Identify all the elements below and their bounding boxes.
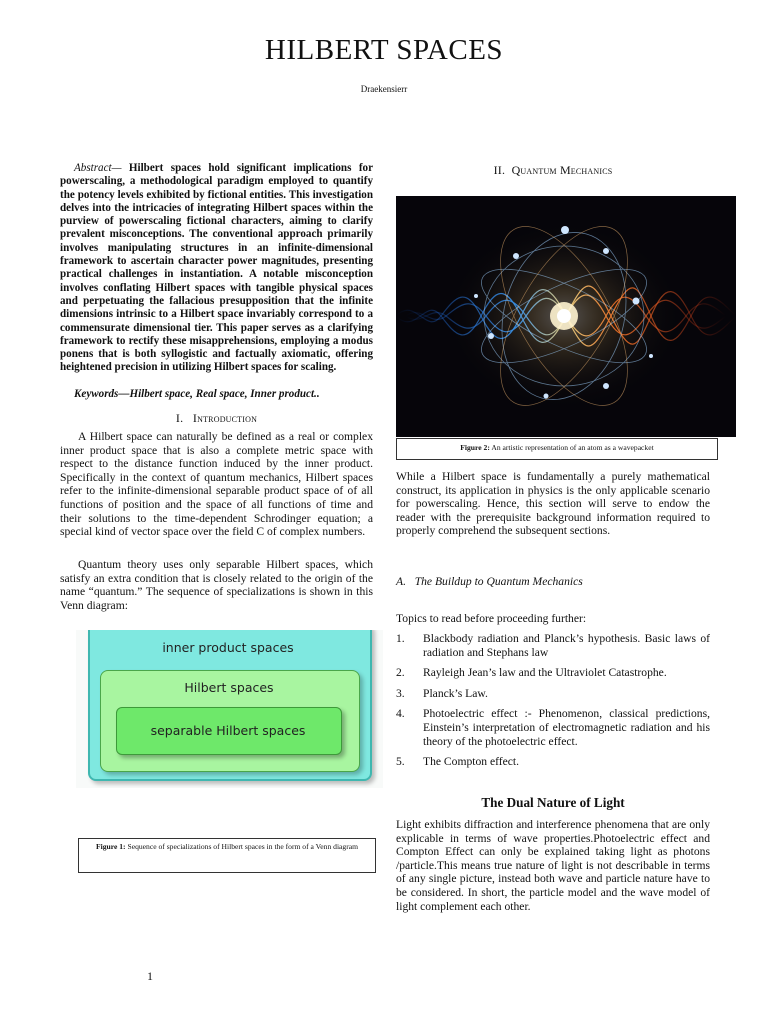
- topics-list: [396, 632, 710, 776]
- atom-wavepacket-image: [396, 196, 736, 437]
- list-item: 3. Planck’s Law.: [396, 686, 488, 700]
- author-name: Draekensierr: [360, 84, 408, 94]
- section-heading-introduction: [60, 411, 373, 426]
- subsection-title: The Buildup to Quantum Mechanics: [414, 575, 583, 588]
- figure-caption-text: An artistic representation of an atom as a wavepacket: [489, 443, 654, 452]
- venn-middle-label: Hilbert spaces: [184, 680, 274, 695]
- abstract-lead: Abstract—: [74, 162, 122, 174]
- subsection-heading: [396, 575, 710, 588]
- quantum-mechanics-intro: While a Hilbert space is fundamentally a purely mathematical construct, its application in physics is the only applicable scenario for powerscaling. Hence, this section will serve to endow the reader with the prerequisite background information required to properly comprehend the subsequent sections.: [396, 470, 710, 538]
- list-item: 4. Photoelectric effect :- Phenomenon, classical predictions, Einstein’s interpretation of electromagnetic radiation and his theory of the photoelectric effect.: [396, 707, 710, 748]
- keywords: Keywords—Hilbert space, Real space, Inner product..: [74, 388, 320, 400]
- subsection-number: A.: [396, 575, 406, 588]
- venn-diagram: [76, 630, 383, 788]
- venn-inner-label: separable Hilbert spaces: [150, 723, 306, 738]
- page-number: 1: [147, 969, 153, 983]
- list-item: 2. Rayleigh Jean’s law and the Ultraviolet Catastrophe.: [396, 666, 667, 680]
- atom-artwork: [396, 196, 736, 437]
- dual-nature-heading: The Dual Nature of Light: [481, 795, 625, 810]
- figure-1-caption: [78, 838, 376, 873]
- figure-caption-text: Sequence of specializations of Hilbert spaces in the form of a Venn diagram: [125, 842, 359, 851]
- figure-label: Figure 1:: [95, 842, 126, 851]
- list-item: 5. The Compton effect.: [396, 755, 520, 769]
- abstract-text: Hilbert spaces hold significant implications for powerscaling, a methodological paradigm employed to quantify the potency levels exhibited by fictional entities. This investigation delves into the intricacies of integrating Hilbert spaces within the purview of powerscaling fictional characters, aiming to clarify prevalent misconceptions. The conventional approach primarily involves manipulating structures in an infinite-dimensional framework to ascertain character power magnitudes, presenting practical challenges in instantiation. A notable misconception involves conflating Hilbert spaces with tangible physical spaces and perpetuating the fallacious presupposition that the infinite dimensions intrinsic to a Hilbert space invariably correspond to a commensurate dimensional tier. This paper serves as a clarifying framework to rectify these misapprehensions, employing a modus ponens that is both syllogistic and factually axiomatic, offering heightened precision in utilizing Hilbert spaces for scaling.: [60, 162, 373, 374]
- figure-label: Figure 2:: [460, 443, 490, 452]
- section-title: Introduction: [192, 411, 258, 425]
- intro-paragraph-1: A Hilbert space can naturally be defined as a real or complex inner product space that is also a complete metric space with respect to the distance function induced by the inner product. Specifically in the context of quantum mechanics, Hilbert spaces refer to the infinite-dimensional separable product space of of all functions of position and the space of all functions of time and their solutions to the time-dependent Schrodinger equation; a special kind of vector space over the field C of complex numbers.: [60, 430, 373, 539]
- section-number: II.: [493, 163, 506, 177]
- list-item: 1. Blackbody radiation and Planck’s hypothesis. Basic laws of radiation and Stephans law: [396, 632, 710, 659]
- dual-nature-paragraph: Light exhibits diffraction and interference phenomena that are only explicable in terms of wave properties.Photoelectric effect and Compton Effect can only be explained taking light as photons /particle.This means true nature of light is not describable in terms of any single picture, instead both wave and particle nature have to be considered. In short, the particle model and the wave model of light complement each other.: [396, 818, 710, 913]
- figure-2-caption: [396, 438, 718, 460]
- section-heading-quantum-mechanics: [396, 163, 710, 178]
- intro-paragraph-2: Quantum theory uses only separable Hilbert spaces, which satisfy an extra condition that is closely related to the origin of the name “quantum.” The sequence of specializations is shown in this Venn diagram:: [60, 558, 373, 612]
- paper-title: HILBERT SPACES: [264, 34, 504, 66]
- venn-outer-label: inner product spaces: [162, 640, 294, 655]
- topics-intro: Topics to read before proceeding further:: [396, 612, 587, 625]
- abstract: [60, 162, 373, 375]
- section-number: I.: [175, 411, 184, 425]
- section-title: Quantum Mechanics: [511, 163, 613, 177]
